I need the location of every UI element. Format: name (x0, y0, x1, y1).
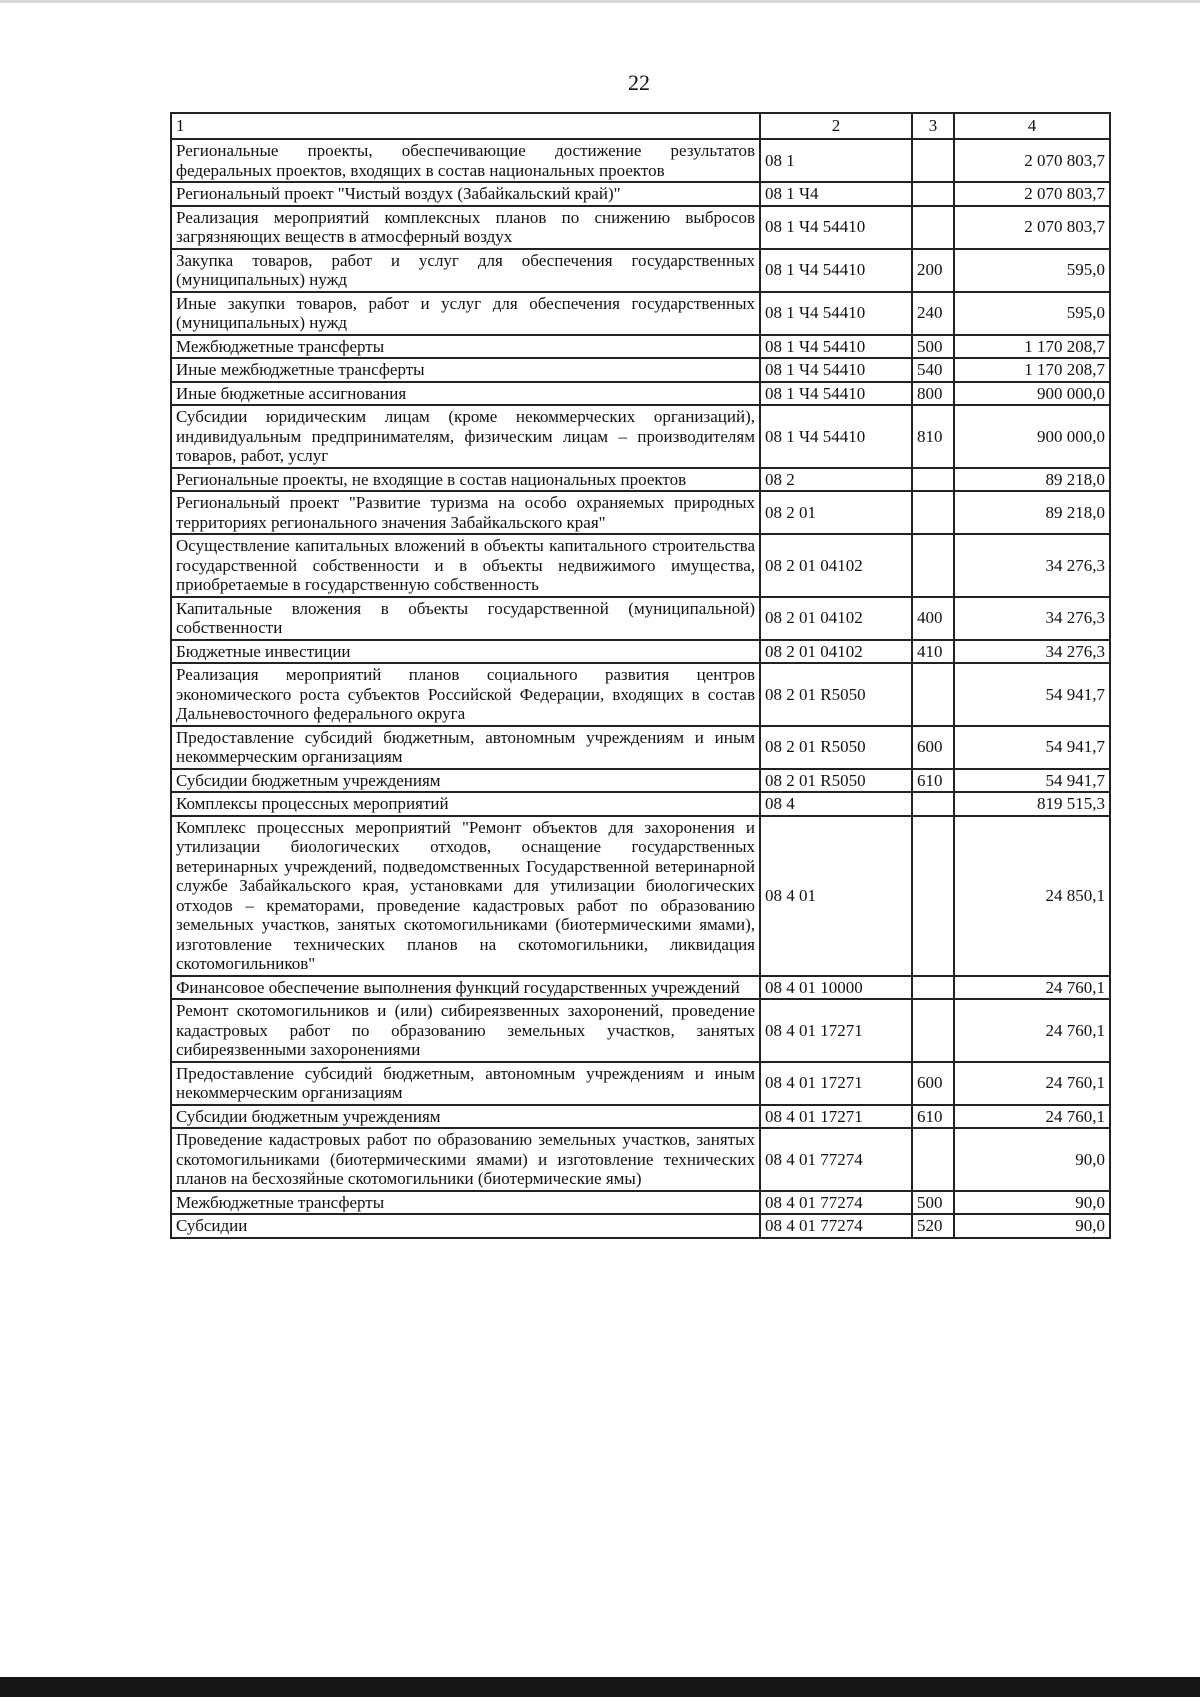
table-row (171, 999, 1110, 1062)
row-code-cell: 08 1 Ч4 54410 (760, 382, 912, 406)
row-name-cell: Межбюджетные трансферты (171, 1191, 760, 1215)
row-type-cell: 240 (912, 292, 954, 335)
row-name-cell: Бюджетные инвестиции (171, 640, 760, 664)
row-name-cell: Межбюджетные трансферты (171, 335, 760, 359)
row-code-cell: 08 1 Ч4 54410 (760, 358, 912, 382)
row-type-cell (912, 491, 954, 534)
table-row (171, 468, 1110, 492)
row-amount-cell: 1 170 208,7 (954, 358, 1110, 382)
table-row (171, 726, 1110, 769)
table-row (171, 206, 1110, 249)
row-type-cell: 200 (912, 249, 954, 292)
row-name-cell: Региональный проект "Развитие туризма на особо охраняемых природных территориях регионального значения Забайкальского края" (171, 491, 760, 534)
row-amount-cell: 595,0 (954, 292, 1110, 335)
row-code-cell: 08 2 01 04102 (760, 597, 912, 640)
row-name-cell: Комплекс процессных мероприятий "Ремонт объектов для захоронения и утилизации биологических отходов, оснащение государственных ветеринарных учреждений, подведомственных Государственной ветеринарной службе Забайкальского края, установками для утилизации биологических отходов – крематорами, проведение кадастровых работ по образованию земельных участков, занятых скотомогильниками (биотермическими ямами), изготовление технических планов на скотомогильники, ликвидация скотомогильников" (171, 816, 760, 976)
row-code-cell: 08 1 Ч4 54410 (760, 405, 912, 468)
table-row (171, 405, 1110, 468)
row-amount-cell: 24 760,1 (954, 1062, 1110, 1105)
header-cell-4: 4 (954, 113, 1110, 139)
row-type-cell: 520 (912, 1214, 954, 1238)
table-row (171, 1062, 1110, 1105)
row-amount-cell: 900 000,0 (954, 405, 1110, 468)
table-row (171, 292, 1110, 335)
row-name-cell: Субсидии бюджетным учреждениям (171, 1105, 760, 1129)
row-amount-cell: 54 941,7 (954, 769, 1110, 793)
row-amount-cell: 34 276,3 (954, 640, 1110, 664)
row-amount-cell: 24 760,1 (954, 976, 1110, 1000)
row-amount-cell: 89 218,0 (954, 468, 1110, 492)
row-amount-cell: 34 276,3 (954, 534, 1110, 597)
header-cell-2: 2 (760, 113, 912, 139)
row-code-cell: 08 2 01 R5050 (760, 726, 912, 769)
table-row (171, 534, 1110, 597)
row-amount-cell: 90,0 (954, 1128, 1110, 1191)
row-code-cell: 08 1 Ч4 54410 (760, 335, 912, 359)
row-name-cell: Финансовое обеспечение выполнения функций государственных учреждений (171, 976, 760, 1000)
row-code-cell: 08 4 01 17271 (760, 1062, 912, 1105)
row-amount-cell: 819 515,3 (954, 792, 1110, 816)
row-type-cell (912, 468, 954, 492)
row-amount-cell: 24 850,1 (954, 816, 1110, 976)
row-name-cell: Региональный проект "Чистый воздух (Забайкальский край)" (171, 182, 760, 206)
row-name-cell: Региональные проекты, не входящие в состав национальных проектов (171, 468, 760, 492)
table-row (171, 1128, 1110, 1191)
table-row (171, 249, 1110, 292)
row-type-cell (912, 816, 954, 976)
row-type-cell: 600 (912, 726, 954, 769)
row-amount-cell: 24 760,1 (954, 999, 1110, 1062)
row-name-cell: Субсидии (171, 1214, 760, 1238)
row-type-cell: 500 (912, 1191, 954, 1215)
row-code-cell: 08 1 Ч4 54410 (760, 249, 912, 292)
row-name-cell: Субсидии бюджетным учреждениям (171, 769, 760, 793)
row-code-cell: 08 2 (760, 468, 912, 492)
table-row (171, 1214, 1110, 1238)
budget-table (170, 112, 1111, 1239)
table-row (171, 597, 1110, 640)
row-type-cell (912, 534, 954, 597)
row-type-cell (912, 976, 954, 1000)
row-name-cell: Комплексы процессных мероприятий (171, 792, 760, 816)
row-amount-cell: 24 760,1 (954, 1105, 1110, 1129)
table-row (171, 792, 1110, 816)
table-row (171, 976, 1110, 1000)
row-code-cell: 08 4 01 77274 (760, 1214, 912, 1238)
row-amount-cell: 595,0 (954, 249, 1110, 292)
table-row (171, 382, 1110, 406)
row-type-cell: 400 (912, 597, 954, 640)
header-cell-1: 1 (171, 113, 760, 139)
row-name-cell: Проведение кадастровых работ по образованию земельных участков, занятых скотомогильниками (биотермическими ямами) и изготовление технических планов на бесхозяйные скотомогильники (биотермические ямы) (171, 1128, 760, 1191)
row-type-cell: 810 (912, 405, 954, 468)
table-header-row (171, 113, 1110, 139)
row-code-cell: 08 4 01 17271 (760, 1105, 912, 1129)
row-code-cell: 08 2 01 R5050 (760, 663, 912, 726)
table-row (171, 663, 1110, 726)
row-code-cell: 08 2 01 04102 (760, 534, 912, 597)
row-amount-cell: 54 941,7 (954, 663, 1110, 726)
row-name-cell: Субсидии юридическим лицам (кроме некоммерческих организаций), индивидуальным предпринимателям, физическим лицам – производителям товаров, работ, услуг (171, 405, 760, 468)
row-name-cell: Иные межбюджетные трансферты (171, 358, 760, 382)
row-code-cell: 08 1 Ч4 54410 (760, 292, 912, 335)
row-code-cell: 08 4 01 (760, 816, 912, 976)
row-amount-cell: 1 170 208,7 (954, 335, 1110, 359)
row-name-cell: Иные бюджетные ассигнования (171, 382, 760, 406)
table-row (171, 491, 1110, 534)
row-type-cell (912, 792, 954, 816)
table-row (171, 769, 1110, 793)
page-number: 22 (628, 70, 650, 95)
row-name-cell: Капитальные вложения в объекты государственной (муниципальной) собственности (171, 597, 760, 640)
row-name-cell: Предоставление субсидий бюджетным, автономным учреждениям и иным некоммерческим организациям (171, 726, 760, 769)
row-name-cell: Региональные проекты, обеспечивающие достижение результатов федеральных проектов, входящих в состав национальных проектов (171, 139, 760, 182)
scan-edge-bottom (0, 1677, 1200, 1697)
row-code-cell: 08 4 01 77274 (760, 1191, 912, 1215)
budget-table-body (171, 113, 1110, 1238)
row-type-cell (912, 139, 954, 182)
row-type-cell: 610 (912, 1105, 954, 1129)
table-row (171, 139, 1110, 182)
row-name-cell: Осуществление капитальных вложений в объекты капитального строительства государственной собственности и в объекты недвижимого имущества, приобретаемые в государственную собственность (171, 534, 760, 597)
row-type-cell (912, 1128, 954, 1191)
row-code-cell: 08 4 01 10000 (760, 976, 912, 1000)
row-amount-cell: 90,0 (954, 1191, 1110, 1215)
row-type-cell (912, 999, 954, 1062)
row-type-cell: 540 (912, 358, 954, 382)
table-row (171, 640, 1110, 664)
row-type-cell (912, 663, 954, 726)
row-amount-cell: 2 070 803,7 (954, 139, 1110, 182)
row-name-cell: Закупка товаров, работ и услуг для обеспечения государственных (муниципальных) нужд (171, 249, 760, 292)
table-row (171, 1191, 1110, 1215)
row-type-cell: 410 (912, 640, 954, 664)
row-code-cell: 08 2 01 (760, 491, 912, 534)
row-name-cell: Реализация мероприятий комплексных планов по снижению выбросов загрязняющих веществ в атмосферный воздух (171, 206, 760, 249)
header-cell-3: 3 (912, 113, 954, 139)
row-amount-cell: 54 941,7 (954, 726, 1110, 769)
row-name-cell: Реализация мероприятий планов социального развития центров экономического роста субъектов Российской Федерации, входящих в состав Дальневосточного федерального округа (171, 663, 760, 726)
row-amount-cell: 89 218,0 (954, 491, 1110, 534)
row-amount-cell: 34 276,3 (954, 597, 1110, 640)
row-code-cell: 08 2 01 04102 (760, 640, 912, 664)
row-code-cell: 08 4 (760, 792, 912, 816)
row-type-cell (912, 206, 954, 249)
table-row (171, 358, 1110, 382)
row-code-cell: 08 2 01 R5050 (760, 769, 912, 793)
row-amount-cell: 900 000,0 (954, 382, 1110, 406)
row-code-cell: 08 4 01 77274 (760, 1128, 912, 1191)
table-row (171, 182, 1110, 206)
row-type-cell: 610 (912, 769, 954, 793)
row-type-cell: 500 (912, 335, 954, 359)
table-row (171, 1105, 1110, 1129)
scan-edge-top (0, 0, 1200, 3)
row-code-cell: 08 1 Ч4 54410 (760, 206, 912, 249)
row-amount-cell: 2 070 803,7 (954, 182, 1110, 206)
row-amount-cell: 2 070 803,7 (954, 206, 1110, 249)
row-name-cell: Ремонт скотомогильников и (или) сибиреязвенных захоронений, проведение кадастровых работ по образованию земельных участков, занятых сибиреязвенными захоронениями (171, 999, 760, 1062)
row-type-cell (912, 182, 954, 206)
row-name-cell: Предоставление субсидий бюджетным, автономным учреждениям и иным некоммерческим организациям (171, 1062, 760, 1105)
row-code-cell: 08 4 01 17271 (760, 999, 912, 1062)
row-type-cell: 800 (912, 382, 954, 406)
row-amount-cell: 90,0 (954, 1214, 1110, 1238)
table-row (171, 335, 1110, 359)
row-code-cell: 08 1 (760, 139, 912, 182)
row-type-cell: 600 (912, 1062, 954, 1105)
table-row (171, 816, 1110, 976)
row-name-cell: Иные закупки товаров, работ и услуг для обеспечения государственных (муниципальных) нужд (171, 292, 760, 335)
row-code-cell: 08 1 Ч4 (760, 182, 912, 206)
